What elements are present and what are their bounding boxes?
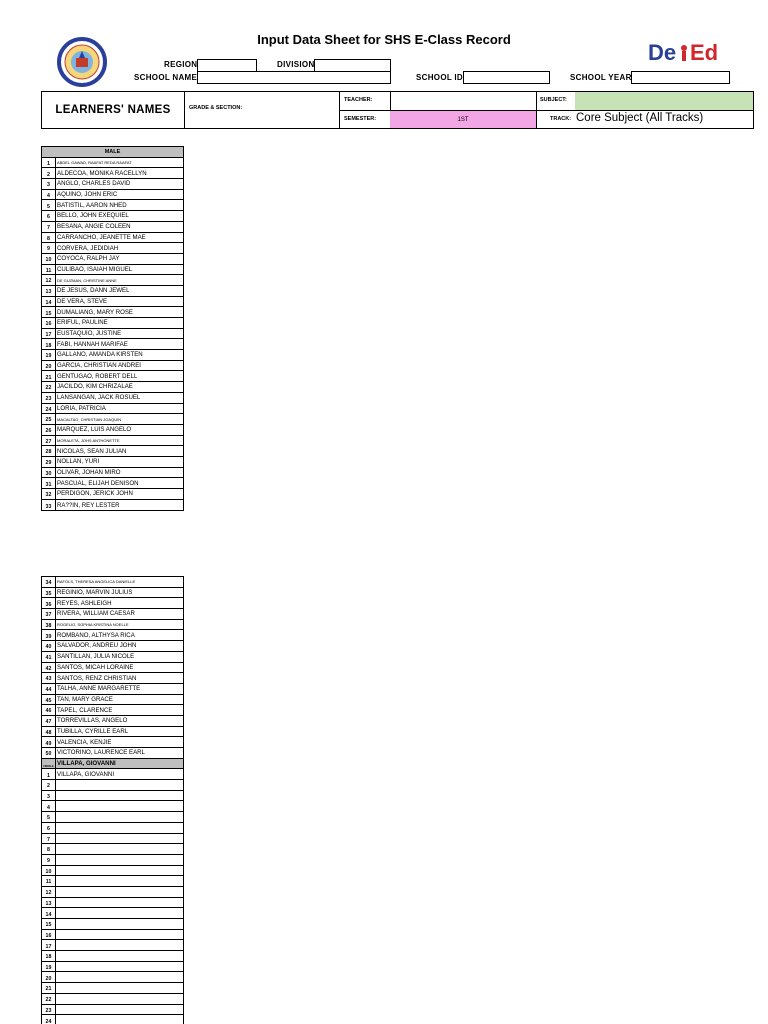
learner-name[interactable]: MARQUEZ, LUIS ANGELO — [57, 426, 132, 434]
row-number: 21 — [42, 983, 56, 993]
school-name-label: SCHOOL NAME — [134, 73, 198, 82]
table-row[interactable] — [42, 855, 183, 866]
row-number: 5 — [42, 812, 56, 822]
row-number: 38 — [42, 620, 56, 630]
table-row[interactable] — [42, 200, 183, 211]
row-number: 1 — [42, 769, 56, 779]
row-number: 34 — [42, 577, 56, 587]
track-field[interactable]: Core Subject (All Tracks) — [575, 111, 753, 128]
table-row[interactable] — [42, 168, 183, 179]
table-row[interactable] — [42, 801, 183, 812]
table-row[interactable] — [42, 972, 183, 983]
school-id-label: SCHOOL ID — [416, 73, 464, 82]
school-name-input[interactable] — [197, 71, 391, 84]
row-number: 16 — [42, 318, 56, 328]
table-row[interactable] — [42, 222, 183, 233]
table-row[interactable] — [42, 588, 183, 599]
row-number: 17 — [42, 940, 56, 950]
table-row[interactable] — [42, 951, 183, 962]
learner-name[interactable]: DE JESUS, DANN JEWEL — [57, 287, 130, 295]
learner-name[interactable]: PASCUAL, ELIJAH DENISON — [57, 479, 139, 487]
row-number: 14 — [42, 908, 56, 918]
row-number: 36 — [42, 598, 56, 608]
row-number: 44 — [42, 684, 56, 694]
learner-name[interactable]: ANGLO, CHARLES DAVID — [57, 180, 131, 188]
table-row[interactable] — [42, 834, 183, 845]
row-number: 23 — [42, 1005, 56, 1015]
subject-field[interactable] — [575, 92, 753, 110]
table-row[interactable] — [42, 468, 183, 479]
row-number: 6 — [42, 211, 56, 221]
learner-name[interactable]: DUMALIANG, MARY ROSE — [57, 308, 133, 316]
semester-field[interactable]: 1ST — [390, 111, 536, 128]
learner-name[interactable]: DE GUZMAN, CHRISTINE ANNE — [57, 277, 117, 283]
row-number: 26 — [42, 425, 56, 435]
table-row[interactable] — [42, 983, 183, 994]
row-number: 3 — [42, 179, 56, 189]
learner-name[interactable]: TAPEL, CLARENCE — [57, 706, 113, 714]
learner-name[interactable]: ABDEL GAWAD, RAAFAT REDA RAAFAT — [57, 160, 132, 166]
table-row[interactable] — [42, 791, 183, 802]
male-learners-list — [41, 146, 184, 511]
learner-name[interactable]: TORREVILLAS, ANGELO — [57, 717, 128, 725]
table-row[interactable] — [42, 663, 183, 674]
row-number: 19 — [42, 350, 56, 360]
learner-name[interactable]: FABI, HANNAH MARIFAE — [57, 340, 128, 348]
table-row[interactable] — [42, 727, 183, 738]
table-row[interactable] — [42, 598, 183, 609]
table-row[interactable] — [42, 371, 183, 382]
row-number: 29 — [42, 457, 56, 467]
row-number: 47 — [42, 716, 56, 726]
table-row[interactable] — [42, 414, 183, 425]
table-row[interactable] — [42, 780, 183, 791]
row-number: 27 — [42, 436, 56, 446]
row-number: 35 — [42, 588, 56, 598]
learner-name[interactable]: AQUINO, JOHN ERIC — [57, 191, 118, 199]
row-number: 13 — [42, 286, 56, 296]
learner-name[interactable]: SANTILLAN, JULIA NICOLE — [57, 653, 135, 661]
deped-logo-icon — [648, 40, 730, 68]
learner-name[interactable]: SANTOS, MICAH LORAINE — [57, 663, 134, 671]
learner-name[interactable]: CORVERA, JEDIDIAH — [57, 244, 119, 252]
learner-name[interactable]: LANSANGAN, JACK ROSUEL — [57, 394, 141, 402]
table-row[interactable] — [42, 812, 183, 823]
table-row[interactable] — [42, 737, 183, 748]
table-row[interactable] — [42, 705, 183, 716]
learner-name[interactable]: COYOCA, RALPH JAY — [57, 255, 120, 263]
table-row[interactable] — [42, 158, 183, 169]
row-number: 41 — [42, 652, 56, 662]
table-row[interactable] — [42, 307, 183, 318]
table-row[interactable] — [42, 190, 183, 201]
table-row[interactable] — [42, 233, 183, 244]
table-row[interactable] — [42, 425, 183, 436]
track-label: TRACK: — [550, 116, 572, 122]
separator-name: VILLAPA, GIOVANNI — [57, 760, 116, 768]
learner-name[interactable]: RIVERA, WILLIAM CAESAR — [57, 610, 135, 618]
learner-name[interactable]: ROGELIO, SOPHIA KRISTINA NOELLE — [57, 622, 129, 628]
table-row[interactable] — [42, 446, 183, 457]
row-number: 23 — [42, 393, 56, 403]
row-number: 12 — [42, 275, 56, 285]
row-number: 11 — [42, 265, 56, 275]
table-row[interactable] — [42, 393, 183, 404]
row-number: 39 — [42, 630, 56, 640]
row-number: 15 — [42, 919, 56, 929]
row-number: 8 — [42, 844, 56, 854]
table-row[interactable] — [42, 609, 183, 620]
row-number: 21 — [42, 371, 56, 381]
table-row[interactable] — [42, 876, 183, 887]
row-number: 24 — [42, 1015, 56, 1024]
table-row[interactable] — [42, 275, 183, 286]
table-row[interactable] — [42, 457, 183, 468]
row-number: 19 — [42, 962, 56, 972]
row-number: 37 — [42, 609, 56, 619]
row-number: 9 — [42, 855, 56, 865]
table-row[interactable] — [42, 179, 183, 190]
school-id-input[interactable] — [463, 71, 550, 84]
semester-label: SEMESTER: — [344, 116, 377, 122]
table-row[interactable] — [42, 844, 183, 855]
row-number: 6 — [42, 823, 56, 833]
learner-name[interactable]: GENTUGAO, ROBERT DELL — [57, 372, 138, 380]
learner-name[interactable]: REGINIO, MARVIN JULIUS — [57, 589, 133, 597]
learner-name[interactable]: BESANA, ANGIE COLEEN — [57, 223, 131, 231]
row-number: 20 — [42, 361, 56, 371]
svg-text:Ed: Ed — [690, 40, 719, 65]
learner-name[interactable]: DE VERA, STEVE — [57, 297, 108, 305]
row-number: 15 — [42, 307, 56, 317]
table-row[interactable] — [42, 620, 183, 631]
learner-name[interactable]: SALVADOR, ANDREU JOHN — [57, 642, 137, 650]
table-row[interactable] — [42, 994, 183, 1005]
row-number: 13 — [42, 898, 56, 908]
learners-list-continued — [41, 576, 184, 1024]
learner-name[interactable]: OLIVAR, JOHAN MIRO — [57, 468, 121, 476]
division-label: DIVISION — [277, 60, 315, 69]
learner-name[interactable]: TAN, MARY GRACE — [57, 695, 113, 703]
row-number: 22 — [42, 382, 56, 392]
learner-name[interactable]: PERDIGON, JERICK JOHN — [57, 490, 133, 498]
row-number: 24 — [42, 404, 56, 414]
row-number: 12 — [42, 887, 56, 897]
grade-section-label: GRADE & SECTION: — [185, 92, 340, 128]
learner-name[interactable]: NICOLAS, SEAN JULIAN — [57, 447, 127, 455]
row-number: 1 — [42, 158, 56, 168]
table-row[interactable] — [42, 361, 183, 372]
row-number: 32 — [42, 489, 56, 499]
learner-name[interactable]: MORALETA, JOHS ANTHONETTE — [57, 437, 120, 443]
learner-name[interactable]: SANTOS, RENZ CHRISTIAN — [57, 674, 137, 682]
school-year-input[interactable] — [631, 71, 730, 84]
learner-name[interactable]: ROMBANO, ALTHYSA RICA — [57, 631, 135, 639]
learner-name[interactable]: RA??IN, REY LESTER — [57, 501, 120, 509]
table-row[interactable] — [42, 940, 183, 951]
row-number: 31 — [42, 478, 56, 488]
row-number: 50 — [42, 748, 56, 758]
subject-label: SUBJECT: — [540, 97, 567, 103]
table-row[interactable] — [42, 898, 183, 909]
school-year-label: SCHOOL YEAR — [570, 73, 632, 82]
row-number: 5 — [42, 200, 56, 210]
row-number: 48 — [42, 727, 56, 737]
separator-label: FEMALE — [42, 759, 56, 769]
row-number: 16 — [42, 930, 56, 940]
region-label: REGION — [164, 60, 198, 69]
row-number: 46 — [42, 705, 56, 715]
table-row[interactable] — [42, 254, 183, 265]
learner-name[interactable]: VILLAPA, GIOVANNI — [57, 770, 115, 778]
row-number: 4 — [42, 190, 56, 200]
table-row[interactable] — [42, 1005, 183, 1016]
row-number: 2 — [42, 780, 56, 790]
table-row[interactable] — [42, 211, 183, 222]
row-number: 28 — [42, 446, 56, 456]
table-row[interactable] — [42, 436, 183, 447]
row-number: 2 — [42, 168, 56, 178]
deped-seal-icon — [54, 37, 110, 87]
table-row[interactable] — [42, 577, 183, 588]
learner-name[interactable]: BATISTIL, AARON NHED — [57, 201, 127, 209]
table-row[interactable] — [42, 919, 183, 930]
table-row[interactable] — [42, 716, 183, 727]
learner-name[interactable]: RAFOLS, THERESA ANGELICA DANIELLE — [57, 579, 136, 585]
learner-name[interactable]: GARCIA, CHRISTIAN ANDREI — [57, 362, 141, 370]
row-number: 22 — [42, 994, 56, 1004]
table-row[interactable] — [42, 382, 183, 393]
table-row[interactable] — [42, 1015, 183, 1024]
row-number: 18 — [42, 951, 56, 961]
table-row[interactable] — [42, 339, 183, 350]
row-number: 17 — [42, 329, 56, 339]
table-row[interactable] — [42, 962, 183, 973]
row-number: 42 — [42, 663, 56, 673]
row-number: 25 — [42, 414, 56, 424]
table-row[interactable] — [42, 769, 183, 780]
table-row[interactable] — [42, 673, 183, 684]
learner-name[interactable]: TUBILLA, CYRILLE EARL — [57, 727, 129, 735]
row-number: 30 — [42, 468, 56, 478]
table-row[interactable] — [42, 350, 183, 361]
row-number: 18 — [42, 339, 56, 349]
learner-name[interactable]: NOLLAN, YURI — [57, 458, 100, 466]
table-row[interactable] — [42, 652, 183, 663]
row-number: 8 — [42, 233, 56, 243]
table-row[interactable] — [42, 318, 183, 329]
learner-name[interactable]: LORIA, PATRICIA — [57, 404, 106, 412]
table-row[interactable] — [42, 500, 183, 511]
row-number: 10 — [42, 866, 56, 876]
table-row[interactable] — [42, 243, 183, 254]
table-row[interactable] — [42, 684, 183, 695]
male-header: MALE — [42, 147, 183, 158]
row-number: 14 — [42, 297, 56, 307]
table-row[interactable] — [42, 641, 183, 652]
learner-name[interactable]: VALENCIA, KENJIE — [57, 738, 112, 746]
learner-name[interactable]: REYES, ASHLEIGH — [57, 599, 112, 607]
learners-names-heading: LEARNERS' NAMES — [42, 92, 185, 128]
table-row[interactable] — [42, 265, 183, 276]
table-row[interactable] — [42, 286, 183, 297]
table-row[interactable] — [42, 908, 183, 919]
row-number: 7 — [42, 222, 56, 232]
table-row[interactable] — [42, 930, 183, 941]
table-row[interactable] — [42, 823, 183, 834]
learner-name[interactable]: MACALTAO, CHRISTIAN JOAQUIN — [57, 416, 122, 422]
row-number: 33 — [42, 500, 56, 511]
table-row[interactable] — [42, 404, 183, 415]
row-number: 49 — [42, 737, 56, 747]
row-number: 11 — [42, 876, 56, 886]
learner-name[interactable]: VICTORINO, LAURENCE EARL — [57, 749, 145, 757]
table-row[interactable] — [42, 478, 183, 489]
row-number: 43 — [42, 673, 56, 683]
record-header — [41, 91, 754, 129]
row-number: 4 — [42, 801, 56, 811]
row-number: 3 — [42, 791, 56, 801]
learner-name[interactable]: TALHA, ANNE MARGARETTE — [57, 685, 141, 693]
table-row[interactable] — [42, 489, 183, 500]
table-row[interactable] — [42, 887, 183, 898]
table-row[interactable] — [42, 866, 183, 877]
table-row[interactable] — [42, 329, 183, 340]
learner-name[interactable]: ERIFUL, PAULINE — [57, 319, 108, 327]
female-separator-row — [42, 759, 183, 770]
learner-name[interactable]: BELLO, JOHN EXEQUIEL — [57, 212, 129, 220]
learner-name[interactable]: CARRANCHO, JEANETTE MAE — [57, 233, 146, 241]
table-row[interactable] — [42, 297, 183, 308]
learner-name[interactable]: JACILDO, KIM CHRIZALAE — [57, 383, 133, 391]
row-number: 20 — [42, 972, 56, 982]
row-number: 10 — [42, 254, 56, 264]
row-number: 9 — [42, 243, 56, 253]
row-number: 40 — [42, 641, 56, 651]
table-row[interactable] — [42, 748, 183, 759]
learner-name[interactable]: ALDECOA, MONIKA RACELLYN — [57, 169, 147, 177]
learner-name[interactable]: EUSTAQUIO, JUSTINE — [57, 330, 122, 338]
table-row[interactable] — [42, 630, 183, 641]
learner-name[interactable]: GALLANO, AMANDA KIRSTEN — [57, 351, 143, 359]
svg-text:De: De — [648, 40, 677, 65]
row-number: 7 — [42, 834, 56, 844]
table-row[interactable] — [42, 695, 183, 706]
row-number: 45 — [42, 695, 56, 705]
page-title: Input Data Sheet for SHS E-Class Record — [257, 32, 511, 47]
teacher-label: TEACHER: — [344, 97, 373, 103]
learner-name[interactable]: CULIBAO, ISAIAH MIGUEL — [57, 265, 133, 273]
